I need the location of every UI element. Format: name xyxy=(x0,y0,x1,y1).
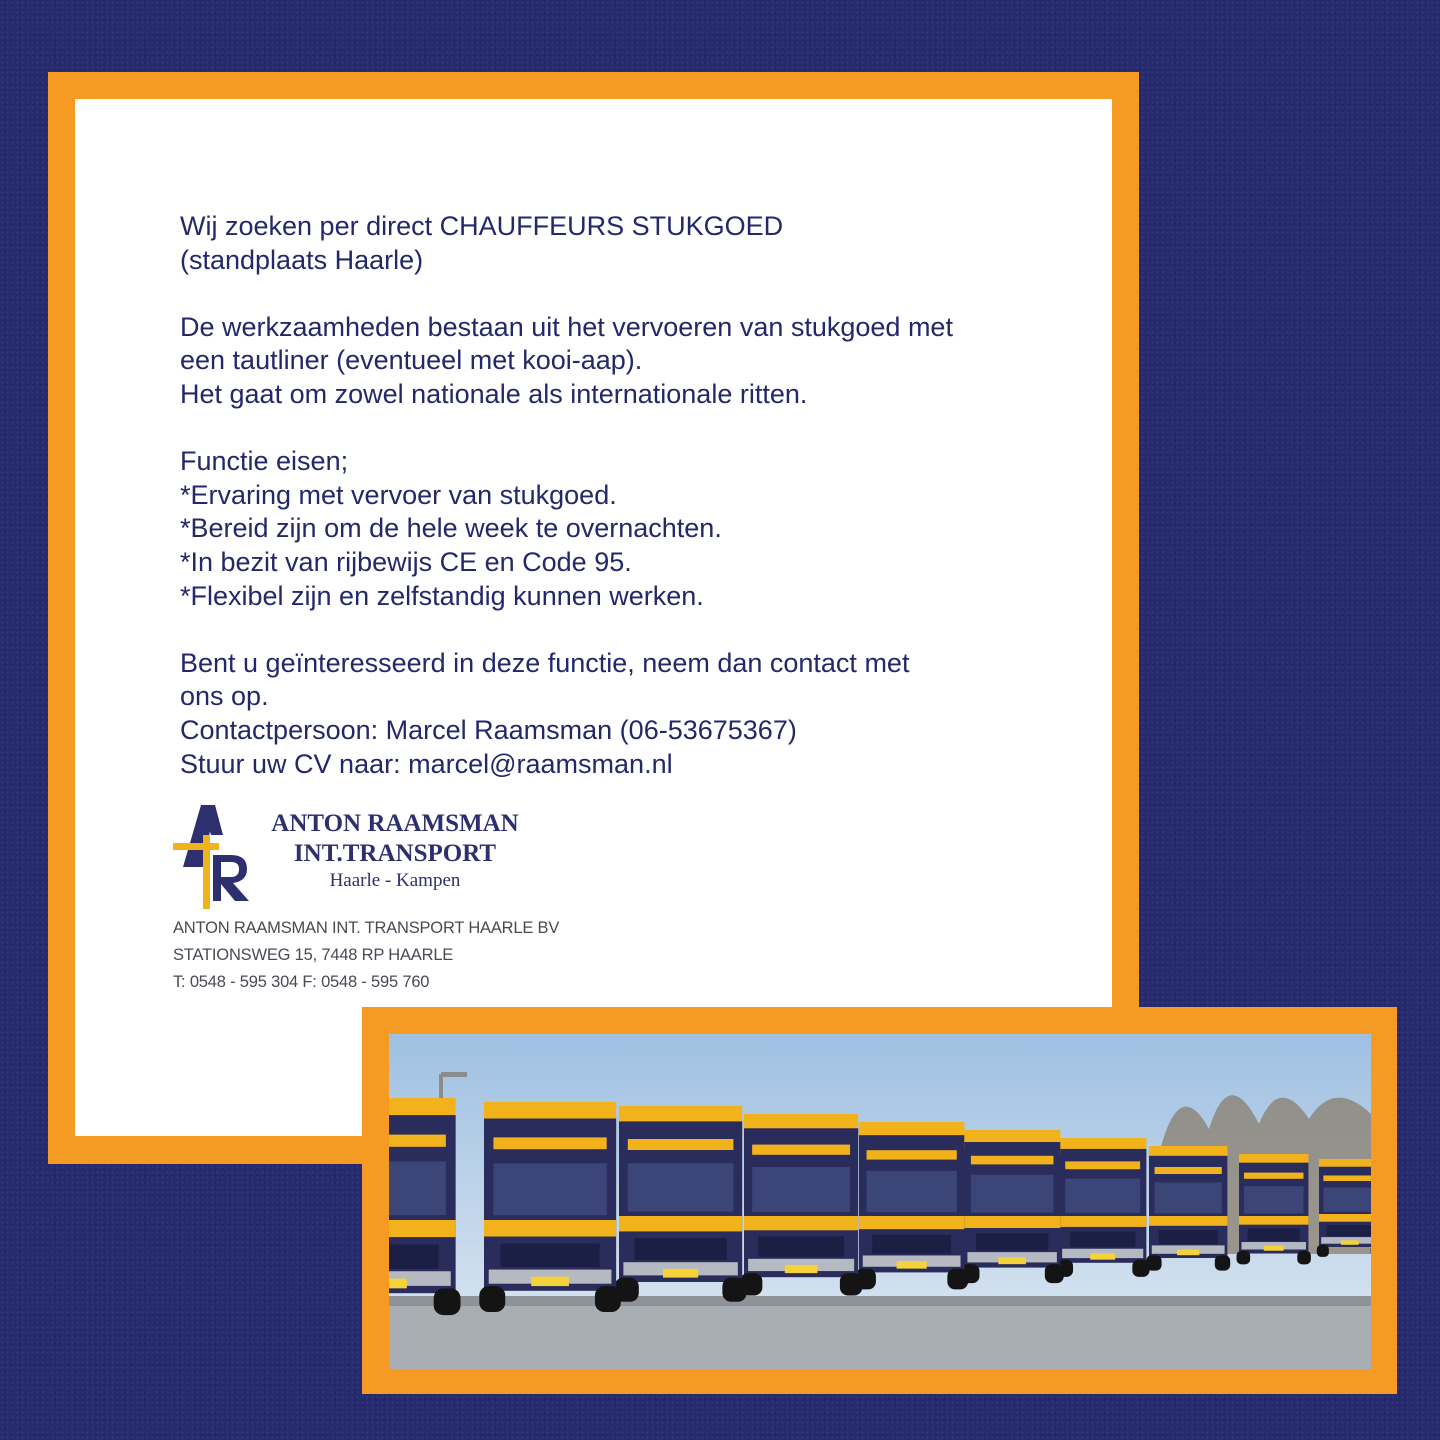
company-name: ANTON RAAMSMAN INT. TRANSPORT HAARLE BV xyxy=(173,919,560,937)
requirements-title: Functie eisen; xyxy=(180,446,349,477)
ar-logo-mark-icon xyxy=(173,805,251,909)
contact-info xyxy=(180,647,1040,781)
contact-person: Contactpersoon: Marcel Raamsman (06-53675367) xyxy=(180,714,797,745)
photo-frame xyxy=(362,1007,1397,1394)
cv-email-line: Stuur uw CV naar: marcel@raamsman.nl xyxy=(180,748,673,779)
ad-description-line: Het gaat om zowel nationale als internationale ritten. xyxy=(180,378,808,409)
brand-locations: Haarle - Kampen xyxy=(329,870,461,891)
ad-description xyxy=(180,311,1040,412)
ad-card xyxy=(75,99,1112,1136)
ad-heading xyxy=(180,210,1040,277)
ad-description-line: een tautliner (eventueel met kooi-aap). xyxy=(180,345,643,376)
truck-fleet-image xyxy=(389,1034,1371,1369)
contact-line: ons op. xyxy=(180,681,269,712)
ad-heading-location: (standplaats Haarle) xyxy=(180,244,424,275)
requirement-item: *Ervaring met vervoer van stukgoed. xyxy=(180,479,617,510)
requirements-list xyxy=(180,445,1040,613)
requirement-item: *In bezit van rijbewijs CE en Code 95. xyxy=(180,546,632,577)
requirement-item: *Flexibel zijn en zelfstandig kunnen werken. xyxy=(180,580,704,611)
company-logo-block xyxy=(173,799,643,999)
company-address: STATIONSWEG 15, 7448 RP HAARLE xyxy=(173,946,454,964)
requirement-item: *Bereid zijn om de hele week te overnachten. xyxy=(180,513,722,544)
contact-line: Bent u geïnteresseerd in deze functie, neem dan contact met xyxy=(180,647,910,678)
truck-fleet-photo xyxy=(389,1034,1371,1369)
brand-name: ANTON RAAMSMAN xyxy=(271,810,519,837)
brand-subname: INT.TRANSPORT xyxy=(293,840,497,867)
company-phones: T: 0548 - 595 304 F: 0548 - 595 760 xyxy=(173,973,430,991)
ad-heading-line: Wij zoeken per direct CHAUFFEURS STUKGOED xyxy=(180,211,784,241)
ad-text xyxy=(180,210,1040,815)
ad-frame xyxy=(48,72,1139,1164)
ad-description-line: De werkzaamheden bestaan uit het vervoeren van stukgoed met xyxy=(180,311,953,342)
